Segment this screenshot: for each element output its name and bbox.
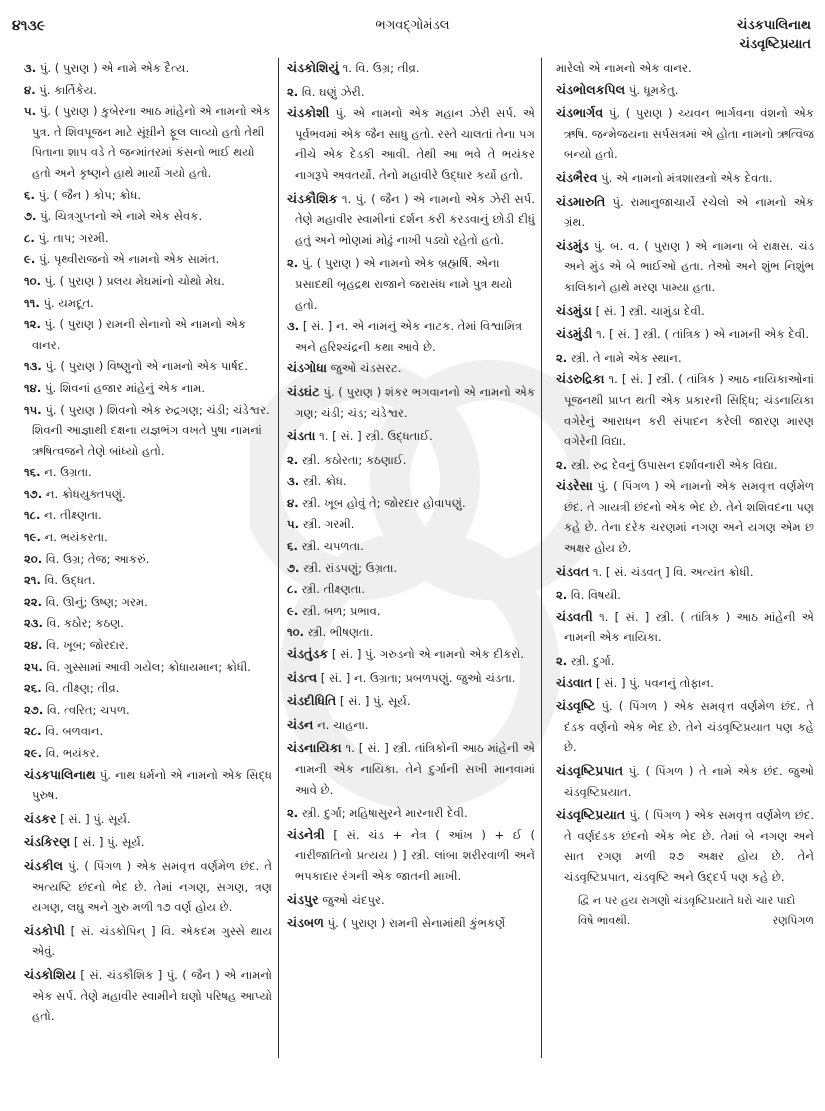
definition-text: પું. ( પિંગળ ) એક સમવૃત્ત વર્ણમેળ છંદ. તે અત્યષ્ટિ છંદનો ભેદ છે. તેમાં નગણ, સગણ, ત્રણ યગણ, લઘુ અને ગુરુ મળી ૧૭ વર્ણ હોય છે. bbox=[32, 858, 272, 915]
headword: ચંડતા bbox=[287, 428, 316, 444]
headword: ચંડકપાલિનાથ bbox=[24, 766, 96, 782]
definition-text: ૧. [ સં. ] સ્ત્રી. તાંત્રિકોની આઠ માંહેની એ નામની એક નાયિકા. તેને દુર્ગાની સખી માનવામાં આવે છે. bbox=[295, 741, 536, 797]
dictionary-entry bbox=[287, 644, 535, 665]
definition-text: વિ. વિષયી. bbox=[570, 588, 621, 603]
headword: ચંડબળ bbox=[287, 915, 324, 931]
sense-number: ૩. bbox=[287, 319, 300, 334]
sense bbox=[556, 651, 814, 672]
definition-text: જુઓ ચંડસરટ. bbox=[330, 361, 402, 376]
dictionary-entry bbox=[24, 809, 272, 830]
definition-text: પું. એ નામનો એક મહાન ઝેરી સર્પ. એ પૂર્વભવમાં એક જૈન સાધુ હતો. રસ્તે ચાલતાં તેના પગ નીચે એક દેડકી આવી. તેથી આ ભવે તે ભયંકર નાગરૂપે અવતર્યો. તેનો મહાવીરે ઉદ્ધાર કર્યો હતો. bbox=[295, 106, 535, 182]
sense bbox=[24, 592, 272, 613]
dictionary-entry bbox=[556, 236, 814, 298]
definition-text: ૧. [ સં. ] સ્ત્રી. ( તાંત્રિક ) આઠ નાયિકાઓનાં પૂજનથી પ્રાપ્ત થતી એક પ્રકારની સિદ્ધિ; ચંડનાયિકા વગેરેનું આરાધન કરી સંપાદન કરેલી જારણ મારણ વગેરેની વિદ્યા. bbox=[564, 372, 814, 449]
definition-text: પું. ( પિંગળ ) તે નામે એક છંદ. જુઓ ચંડવૃષ્ટિપ્રયાત. bbox=[564, 764, 814, 799]
headword: ચંડવૃષ્ટિપ્રયાત bbox=[556, 807, 626, 823]
sense-number: ૬. bbox=[287, 539, 298, 554]
sense-number: ૧૬. bbox=[24, 465, 41, 480]
headword: ચંડભોલકપિલ bbox=[556, 81, 626, 97]
sense bbox=[24, 657, 272, 678]
continued-text: મારેલો એ નામનો એક વાનર. bbox=[556, 61, 692, 75]
sense bbox=[287, 579, 535, 600]
definition-text: સ્ત્રી. તે નામે એક સ્થાન. bbox=[570, 350, 682, 365]
sense-number: ૨૧. bbox=[24, 573, 41, 588]
sense-number: ૨૭. bbox=[24, 702, 44, 717]
definition-text: સ્ત્રી. ખૂબ હોવું તે; જોરદાર હોવાપણું. bbox=[302, 495, 466, 510]
sense bbox=[24, 228, 272, 249]
dictionary-entry bbox=[556, 696, 814, 758]
sense-number: ૧૭. bbox=[24, 486, 43, 501]
definition-text: સ્ત્રી. ક્રોધ. bbox=[302, 474, 347, 489]
sense-number: ૧૫. bbox=[24, 402, 42, 417]
column-2 bbox=[278, 58, 542, 1058]
dictionary-entry bbox=[287, 890, 535, 911]
headword: ચંડમારુતિ bbox=[556, 193, 606, 209]
guide-words bbox=[737, 16, 811, 54]
sense-number: ૩. bbox=[24, 61, 37, 75]
sense-number: ૧૨. bbox=[24, 317, 41, 332]
sense-number: ૨૩. bbox=[24, 616, 43, 631]
sense-number: ૨૯. bbox=[24, 746, 43, 760]
definition-text: [ સં. ] પું. સૂર્ય. bbox=[339, 694, 411, 709]
definition-text: સ્ત્રી. દુર્ગા. bbox=[570, 654, 615, 669]
headword: ચંડઘંટ bbox=[287, 383, 320, 399]
sense-number: ૬. bbox=[24, 187, 35, 202]
dictionary-entry bbox=[556, 476, 814, 558]
headword: ચંડવતી bbox=[556, 608, 593, 624]
definition-text: પું. ( પુરાણ ) એ નામનો એક બ્રહ્મર્ષિ. એના પ્રસાદથી બૃહદ્રથ રાજાને જરાસંધ નામે પુત્ર થયો હતો. bbox=[295, 256, 513, 312]
sense bbox=[24, 400, 272, 462]
sense bbox=[24, 700, 272, 721]
headword: ચંડવાત bbox=[556, 674, 593, 690]
sense-number: ૧૦. bbox=[287, 625, 305, 640]
sense bbox=[287, 471, 535, 492]
definition-text: ૧. પું. ( જૈન ) એ નામનો એક ઝેરી સર્પ. તેણે મહાવીર સ્વામીનાં દર્શન કરી કરડવાનું છોડી દીધું હતું અને ભોણમાં મોઢું નાખી પડ્યો રહેતો હતો. bbox=[295, 191, 535, 247]
dictionary-entry bbox=[287, 691, 535, 712]
definition-text: પું. રામાનુજાચાર્યે રચેલો એ નામનો એક ગ્રંથ. bbox=[564, 194, 814, 230]
sense-number: ૭. bbox=[287, 560, 300, 575]
headword: ચંડમુંડા bbox=[556, 302, 592, 318]
definition-text: પું. ( પુરાણ ) શંકર ભગવાનનો એ નામનો એક ગણ; ચંડી; ચંડ; ચંડેશ્વર. bbox=[295, 384, 536, 420]
sense bbox=[556, 455, 814, 476]
definition-text: સ્ત્રી. ભીષણતા. bbox=[307, 625, 374, 640]
sense bbox=[24, 484, 272, 505]
headword: ચંડત્વ bbox=[287, 669, 318, 685]
dictionary-entry bbox=[287, 382, 535, 423]
definition-text: સ્ત્રી. બળ; પ્રભાવ. bbox=[301, 603, 381, 618]
sense-number: ૨૬. bbox=[24, 681, 42, 696]
headword: ચંડકોશી bbox=[287, 105, 330, 121]
definition-text: [ સં. ] ન. એ નામનું એક નાટક. તેમાં વિશ્વામિત્ર અને હરિશ્ચંદ્રની કથા આવે છે. bbox=[295, 319, 523, 354]
dictionary-entry bbox=[556, 761, 814, 802]
column-3 bbox=[550, 58, 814, 1098]
headword: ચંડન bbox=[287, 716, 314, 732]
dictionary-entry bbox=[24, 832, 272, 853]
headword: ચંડવૃષ્ટિપ્રપાત bbox=[556, 763, 624, 778]
sense-number: ૨. bbox=[287, 452, 299, 467]
headword: ચંડકૌશિક bbox=[287, 190, 338, 206]
dictionary-entry bbox=[556, 301, 814, 322]
sense bbox=[287, 493, 535, 514]
sense bbox=[24, 58, 272, 79]
headword: ચંડદીધિતિ bbox=[287, 693, 337, 709]
sense-number: ૧૪. bbox=[24, 380, 42, 395]
column-1 bbox=[24, 58, 272, 1098]
dictionary-entry bbox=[556, 80, 814, 101]
definition-text: ન. ઉગ્રતા. bbox=[44, 465, 92, 480]
sense bbox=[24, 549, 272, 570]
sense bbox=[24, 378, 272, 399]
sense bbox=[24, 462, 272, 483]
dictionary-entry bbox=[287, 358, 535, 379]
definition-text: પું. ( પિંગળ ) એ નામનો એક સમવૃત્ત વર્ણમેળ છંદ. તે ગાયત્રી છંદનો એક ભેદ છે. તેને શશિવદના પણ કહે છે. તેના દરેક ચરણમાં નગણ અને યગણ એમ છ અક્ષર હોય છે. bbox=[564, 479, 814, 556]
dictionary-entry bbox=[556, 369, 814, 451]
definition-text: વિ. બળવાન. bbox=[45, 724, 104, 739]
sense bbox=[24, 505, 272, 526]
sense-number: ૮. bbox=[287, 582, 298, 597]
definition-text: [ સં. ચંડકોપિન્ ] વિ. એકદમ ગુસ્સે થાય એવું. bbox=[32, 923, 272, 959]
definition-text: વિ. તીક્ષ્ણ; તીવ્ર. bbox=[45, 681, 120, 696]
headword: ચંડનેત્રી bbox=[287, 826, 325, 842]
definition-text: વિ. ઘણું ઝેરી. bbox=[301, 84, 365, 99]
sense bbox=[287, 803, 535, 824]
dictionary-entry bbox=[287, 738, 535, 800]
sense bbox=[24, 293, 272, 314]
quote-text: દ્વિ ન પર હય રાગણો ચંડવૃષ્ટિપ્રયાતે ધરો ચાર પાદો વિષે ભાવથી. bbox=[578, 893, 796, 928]
definition-text: વિ. ઊનું; ઉષ્ણ; ગરમ. bbox=[45, 594, 148, 609]
definition-text: પું. ( પિંગળ ) એક સમવૃત્ત વર્ણમેળ છંદ. તે દંડક વર્ણનો એક ભેદ છે. તેને ચંડવૃષ્ટિપ્રયાત પણ કહે છે. bbox=[564, 699, 814, 755]
sense-number: ૨. bbox=[556, 588, 568, 603]
headword: ચંડકર bbox=[24, 810, 57, 826]
definition-text: પું. ( પિંગળ ) એક સમવૃત્ત વર્ણમેળ છંદ. તે વર્ણદંડક છંદનો એક ભેદ છે. તેમાં બે નગણ અને સાત રગણ મળી ૨૭ અક્ષર હોય છે. તેને ચંડવૃષ્ટિપ્રપાત, ચંડવૃષ્ટિ અને ઉદ્દર્પ પણ કહે છે. bbox=[564, 808, 814, 884]
dictionary-entry bbox=[24, 921, 272, 962]
sense bbox=[24, 80, 272, 101]
dictionary-entry bbox=[556, 103, 814, 165]
definition-text: પું. ( પુરાણ ) રામની સેનામાંથી કુંભકર્ણે bbox=[327, 916, 506, 931]
sense bbox=[24, 743, 272, 764]
sense bbox=[287, 82, 535, 103]
definition-text: પું. ( પુરાણ ) રામની સેનાનો એ નામનો એક વાનર. bbox=[32, 317, 247, 352]
definition-text: જુઓ ચંદપુર. bbox=[322, 892, 385, 907]
sense bbox=[24, 314, 272, 355]
definition-text: [ સં. ] પું. સૂર્ય. bbox=[60, 811, 131, 826]
sense-number: ૨૮. bbox=[24, 724, 42, 739]
sense bbox=[287, 622, 535, 643]
headword: ચંડભૈરવ bbox=[556, 169, 598, 185]
dictionary-entry bbox=[24, 965, 272, 1027]
headword: ચંડકોશિય bbox=[24, 966, 76, 982]
definition-text: પું. તાપ; ગરમી. bbox=[38, 230, 109, 245]
sense bbox=[556, 585, 814, 606]
headword: ચંડકિરણ bbox=[24, 834, 71, 850]
dictionary-entry bbox=[287, 58, 535, 79]
sense bbox=[24, 356, 272, 377]
dictionary-entry bbox=[556, 607, 814, 648]
sense-number: ૨. bbox=[556, 457, 568, 472]
definition-text: પું. ચિત્રગુપ્તનો એ નામે એક સેવક. bbox=[40, 209, 203, 224]
dictionary-entry bbox=[287, 189, 535, 251]
sense-number: ૨. bbox=[287, 806, 299, 821]
dictionary-entry bbox=[556, 168, 814, 189]
dictionary-entry bbox=[556, 562, 814, 583]
definition-text: વિ. ઉગ્ર; તેજ; આકરું. bbox=[45, 551, 150, 566]
sense-number: ૧૧. bbox=[24, 295, 40, 310]
definition-text: પું. એ નામનો મંત્રશાસ્ત્રનો એક દેવતા. bbox=[601, 170, 773, 185]
definition-text: વિ. ગુસ્સામાં આવી ગયેલ; ક્રોધાયમાન; ક્રોધી. bbox=[46, 659, 251, 674]
headword: ચંડકીલ bbox=[24, 857, 64, 873]
definition-text: પું. બ. વ. ( પુરાણ ) એ નામના બે રાક્ષસ. ચંડ અને મુંડ એ બે ભાઈઓ હતા. તેઓ અને શુંભ નિશુંભ કાલિકાને હાથે મરણ પામ્યા હતા. bbox=[564, 238, 814, 294]
sense bbox=[287, 253, 535, 315]
page-header bbox=[0, 12, 825, 56]
definition-text: પું. ( જૈન ) કોપ; ક્રોધ. bbox=[38, 187, 142, 202]
definition-text: વિ. ખૂબ; જોરદાર. bbox=[46, 638, 129, 653]
sense bbox=[24, 527, 272, 548]
sense bbox=[556, 348, 814, 369]
sense bbox=[287, 450, 535, 471]
definition-text: પું. ( પુરાણ ) વિષ્ણુનો એ નામનો એક પાર્ષદ. bbox=[45, 359, 248, 374]
sense-number: ૧૦. bbox=[24, 273, 42, 288]
sense-number: ૭. bbox=[24, 209, 37, 224]
sense-number: ૯. bbox=[287, 603, 299, 618]
sense bbox=[24, 721, 272, 742]
dictionary-columns bbox=[0, 58, 825, 1098]
dictionary-entry bbox=[556, 805, 814, 887]
sense-number: ૨૦. bbox=[24, 551, 43, 566]
headword: ચંડભાર્ગવ bbox=[556, 105, 604, 121]
sense bbox=[24, 678, 272, 699]
headword: ચંડગોધા bbox=[287, 360, 327, 376]
definition-text: [ સં. ચંડ + નેત્ર ( આંખ ) + ઈ ( નારીજાતિનો પ્રત્યય ) ] સ્ત્રી. લાંબા શરીરવાળી અને ભપકાદાર રંગની એક જાતની માખી. bbox=[295, 827, 535, 883]
dictionary-entry bbox=[287, 103, 535, 185]
definition-text: પું. શિવનાં હજાર માંહેનું એક નામ. bbox=[44, 380, 206, 395]
dictionary-entry bbox=[287, 913, 535, 934]
definition-text: ન. ચાહના. bbox=[317, 717, 369, 732]
definition-text: સ્ત્રી. ચપળતા. bbox=[301, 539, 364, 554]
sense-number: ૨૪. bbox=[24, 638, 43, 653]
sense bbox=[24, 206, 272, 227]
sense-number: ૨. bbox=[556, 654, 568, 669]
guide-word-last: ચંડવૃષ્ટિપ્રયાત bbox=[739, 37, 811, 52]
page-number: ૪૧૩૯ bbox=[12, 18, 46, 34]
sense-number: ૨૫. bbox=[24, 659, 43, 674]
definition-text: પું. ( પુરાણ ) પ્રલય મેઘમાંનો ચોથો મેઘ. bbox=[44, 273, 225, 288]
sense bbox=[287, 514, 535, 535]
definition-text: ૧. [ સં. ] સ્ત્રી. ઉદ્ધતાઈ. bbox=[319, 429, 433, 444]
sense bbox=[287, 558, 535, 579]
citation-quote bbox=[556, 891, 814, 932]
sense-number: ૨૨. bbox=[24, 594, 43, 609]
definition-text: સ્ત્રી. ગરમી. bbox=[302, 517, 355, 532]
headword: ચંડવત bbox=[556, 563, 590, 579]
headword: ચંડમુંડી bbox=[556, 326, 593, 342]
sense bbox=[287, 601, 535, 622]
dictionary-entry bbox=[24, 765, 272, 806]
dictionary-entry bbox=[287, 715, 535, 736]
definition-text: સ્ત્રી. રાંડપણું; ઉગ્રતા. bbox=[303, 560, 398, 575]
guide-word-first: ચંડકપાલિનાથ bbox=[737, 18, 811, 33]
dictionary-entry bbox=[556, 192, 814, 233]
quote-source: રણપિંગળ bbox=[772, 914, 814, 928]
sense-number: ૨. bbox=[287, 256, 299, 271]
definition-text: ૧. વિ. ઉગ્ર; તીવ્ર. bbox=[342, 61, 420, 75]
definition-text: ન. ક્રોધયુક્તપણું. bbox=[45, 486, 126, 501]
sense-number: ૯. bbox=[24, 252, 36, 267]
sense-number: ૮. bbox=[24, 230, 35, 245]
sense-number: ૫. bbox=[287, 517, 300, 532]
sense-number: ૨. bbox=[287, 84, 299, 99]
headword: ચંડતુંડક bbox=[287, 646, 329, 662]
headword: ચંડવૃષ્ટિ bbox=[556, 698, 596, 714]
definition-text: [ સં. ] પું. ગરુડનો એ નામનો એક દીકરો. bbox=[331, 647, 524, 662]
definition-text: સ્ત્રી. રુદ્ર દેવનું ઉપાસન દર્શાવનારી એક વિદ્યા. bbox=[570, 457, 778, 472]
dictionary-entry bbox=[287, 668, 535, 689]
dictionary-entry bbox=[287, 825, 535, 887]
dictionary-entry bbox=[24, 856, 272, 918]
definition-text: પું. ( પુરાણ ) કુબેરના આઠ માંહેનો એ નામનો એક પુત્ર. તે શિવપૂજન માટે સૂંઘીને ફૂલ લાવ્યો હતો તેથી પિતાના શાપ વડે તે જન્માંતરમાં કંસનો ભાઈ થયો હતો અને કૃષ્ણને હાથે માર્યો ગયો હતો. bbox=[32, 104, 271, 180]
sense bbox=[287, 316, 535, 357]
definition-text: ૧. [ સં. ] સ્ત્રી. ( તાંત્રિક ) આઠ માંહેની એ નામની એક નાયિકા. bbox=[564, 609, 814, 645]
headword: ચંડમુંડ bbox=[556, 237, 589, 253]
sense-number: ૪. bbox=[24, 82, 36, 97]
book-title: ભગવદ્ગોમંડલ bbox=[375, 18, 450, 33]
sense bbox=[24, 185, 272, 206]
definition-text: પું. ( પુરાણ ) શિવનો એક રુદ્રગણ; ચંડી; ચંડેશ્વર. શિવની આજ્ઞાથી દક્ષના યજ્ઞભંગ વખતે પુષા નામનાં ઋષિત્વજને તેણે બાંધ્યો હતો. bbox=[32, 402, 270, 458]
definition-text: [ સં. ] પું. સૂર્ય. bbox=[73, 835, 145, 850]
dictionary-entry bbox=[556, 673, 814, 694]
definition-text: વિ. ભયંકર. bbox=[45, 746, 100, 760]
headword: ચંડરેસા bbox=[556, 478, 593, 494]
sense-number: ૧૩. bbox=[24, 359, 42, 374]
headword: ચંડકોપી bbox=[24, 922, 65, 938]
definition-text: પું. નાથ ધર્મનો એ નામનો એક સિદ્ધ પુરુષ. bbox=[32, 767, 272, 803]
definition-text: પું. ( પુરાણ ) એ નામે એક દૈત્ય. bbox=[39, 61, 190, 75]
definition-text: પું. ( પુરાણ ) ચ્યવન ભાર્ગવના વંશનો એક ઋષિ. જન્મેજયના સર્પસત્રમાં એ હોતા નામનો ઋત્વિજ બન્યો હતો. bbox=[564, 106, 814, 162]
dictionary-entry bbox=[556, 324, 814, 345]
sense bbox=[24, 613, 272, 634]
sense bbox=[24, 271, 272, 292]
sense-number: ૪. bbox=[287, 495, 299, 510]
sense bbox=[24, 570, 272, 591]
sense-number: ૧૮. bbox=[24, 508, 41, 523]
definition-text: પું. પૃથ્વીરાજનો એ નામનો એક સામંત. bbox=[38, 252, 220, 267]
sense bbox=[24, 249, 272, 270]
dictionary-entry bbox=[287, 426, 535, 447]
definition-text: વિ. કઠોર; કઠણ. bbox=[46, 616, 124, 631]
definition-text: [ સં. ચંડકૌશિક ] પું. ( જૈન ) એ નામનો એક સર્પ. તેણે મહાવીર સ્વામીને ઘણો પરિષહ આપ્યો હતો. bbox=[32, 967, 272, 1024]
headword: ચંડપુર bbox=[287, 891, 319, 907]
sense-number: ૨. bbox=[556, 350, 568, 365]
headword: ચંડકોશિયું bbox=[287, 60, 339, 75]
sense-number: ૩. bbox=[287, 474, 300, 489]
definition-text: વિ. ઉદ્ધત. bbox=[44, 573, 96, 588]
definition-text: ન. તીક્ષ્ણતા. bbox=[44, 508, 102, 523]
definition-text: સ્ત્રી. તીક્ષ્ણતા. bbox=[301, 582, 366, 597]
headword: ચંડનાયિકા bbox=[287, 740, 342, 756]
sense-number: ૫. bbox=[24, 104, 37, 119]
definition-text: ૧. [ સં. ચંડવત્ ] વિ. અત્યંત ક્રોધી. bbox=[592, 564, 754, 579]
sense bbox=[287, 536, 535, 557]
definition-text: પું. કાર્તિકેય. bbox=[39, 82, 97, 97]
definition-text: [ સં. ] સ્ત્રી. ચામુંડા દેવી. bbox=[595, 303, 705, 318]
definition-text: [ સં. ] ન. ઉગ્રતા; પ્રબળપણું. જુઓ ચંડતા. bbox=[320, 670, 516, 685]
headword: ચંડરુદ્રિકા bbox=[556, 371, 605, 387]
definition-text: [ સં. ] પું. પવનનું તોફાન. bbox=[595, 675, 714, 690]
sense bbox=[24, 101, 272, 183]
definition-text: સ્ત્રી. દુર્ગા; મહિષાસુરને મારનારી દેવી. bbox=[301, 806, 468, 821]
definition-text: પું. યમદૂત. bbox=[43, 295, 94, 310]
definition-text: સ્ત્રી. કઠોરતા; કઠણાઈ. bbox=[301, 452, 407, 467]
sense bbox=[24, 635, 272, 656]
definition-text: પું. ધૂમકેતુ. bbox=[628, 82, 679, 97]
definition-text: ૧. [ સં. ] સ્ત્રી. ( તાંત્રિક ) એ નામની એક દેવી. bbox=[596, 327, 810, 342]
definition-text: ન. ભયંકરતા. bbox=[44, 530, 108, 545]
definition-text: વિ. ત્વરિત; ચપળ. bbox=[46, 702, 130, 717]
sense-number: ૧૯. bbox=[24, 530, 41, 545]
